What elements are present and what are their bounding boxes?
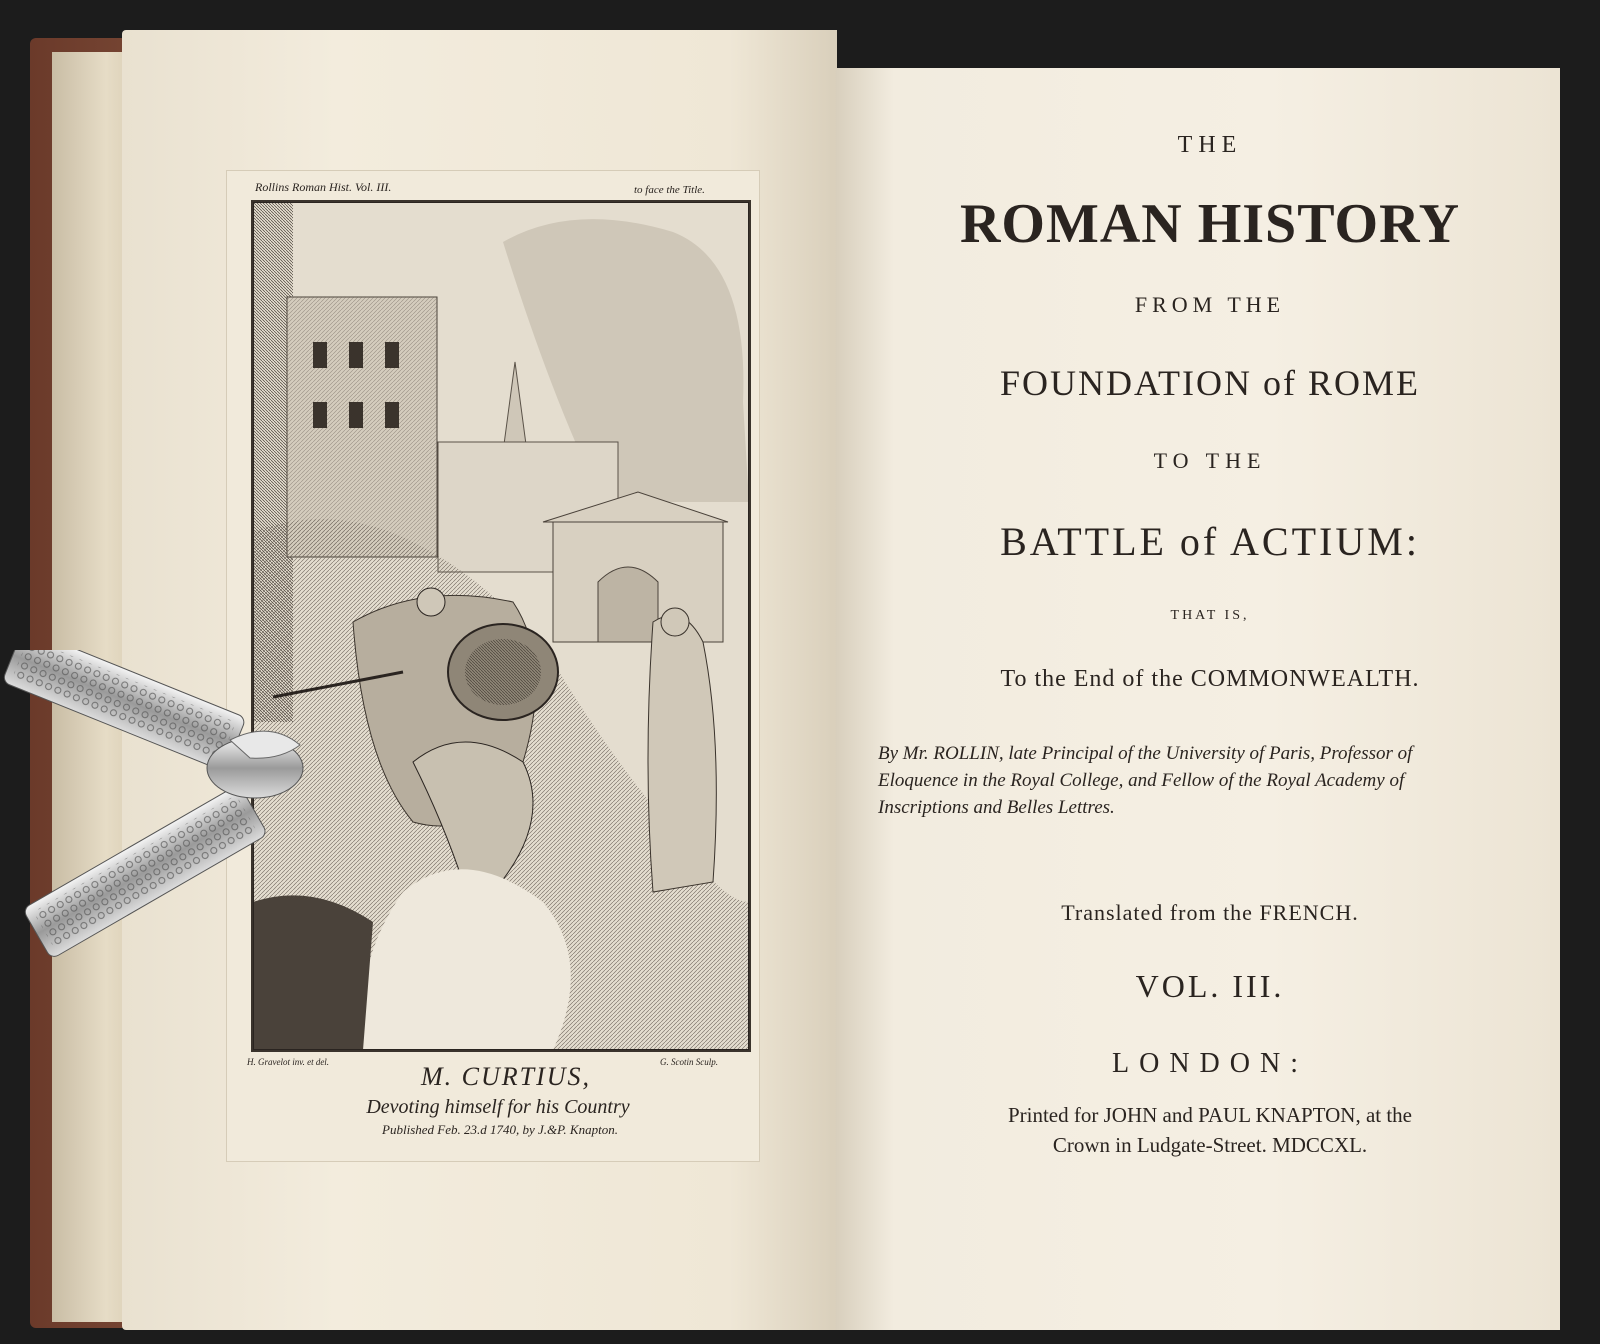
imprint-details — [860, 1100, 1560, 1160]
volume-number: VOL. III. — [1135, 968, 1285, 1004]
imprint-line-2: Crown in Ludgate-Street. MDCCXL. — [1052, 1133, 1368, 1157]
plate-publication-line: Published Feb. 23.d 1740, by J.&P. Knapton. — [382, 1122, 618, 1137]
imprint-line-1: Printed for JOHN and PAUL KNAPTON, at the — [1007, 1103, 1413, 1127]
engraver-signature-right: G. Scotin Sculp. — [660, 1057, 718, 1067]
title-battle: BATTLE of ACTIUM: — [1000, 519, 1420, 564]
title-the: THE — [1177, 132, 1243, 158]
engraving-illustration — [251, 200, 751, 1052]
plate-header-left: Rollins Roman Hist. Vol. III. — [255, 180, 392, 194]
title-that-is: THAT IS, — [1170, 608, 1250, 623]
engraver-signature-left: H. Gravelot inv. et del. — [247, 1057, 330, 1067]
imprint-city: LONDON: — [1112, 1048, 1308, 1079]
translation-note: Translated from the FRENCH. — [1061, 900, 1359, 925]
author-statement: By Mr. ROLLIN, late Principal of the University of Paris, Professor of Eloquence in the Royal College, and Fellow of the Royal Academy of Inscriptions and Belles Lettres. — [878, 743, 1413, 818]
title-from-the: FROM THE — [1134, 292, 1286, 317]
plate-subcaption: Devoting himself for his Country — [366, 1096, 630, 1118]
plate-caption: M. CURTIUS, — [420, 1062, 592, 1091]
title-main: ROMAN HISTORY — [959, 193, 1461, 255]
title-foundation: FOUNDATION of ROME — [1000, 363, 1420, 403]
silver-bookmark-clip — [0, 650, 320, 980]
title-end: To the End of the COMMONWEALTH. — [1000, 666, 1420, 692]
plate-header-right: to face the Title. — [634, 184, 705, 196]
title-to-the: TO THE — [1153, 448, 1267, 473]
